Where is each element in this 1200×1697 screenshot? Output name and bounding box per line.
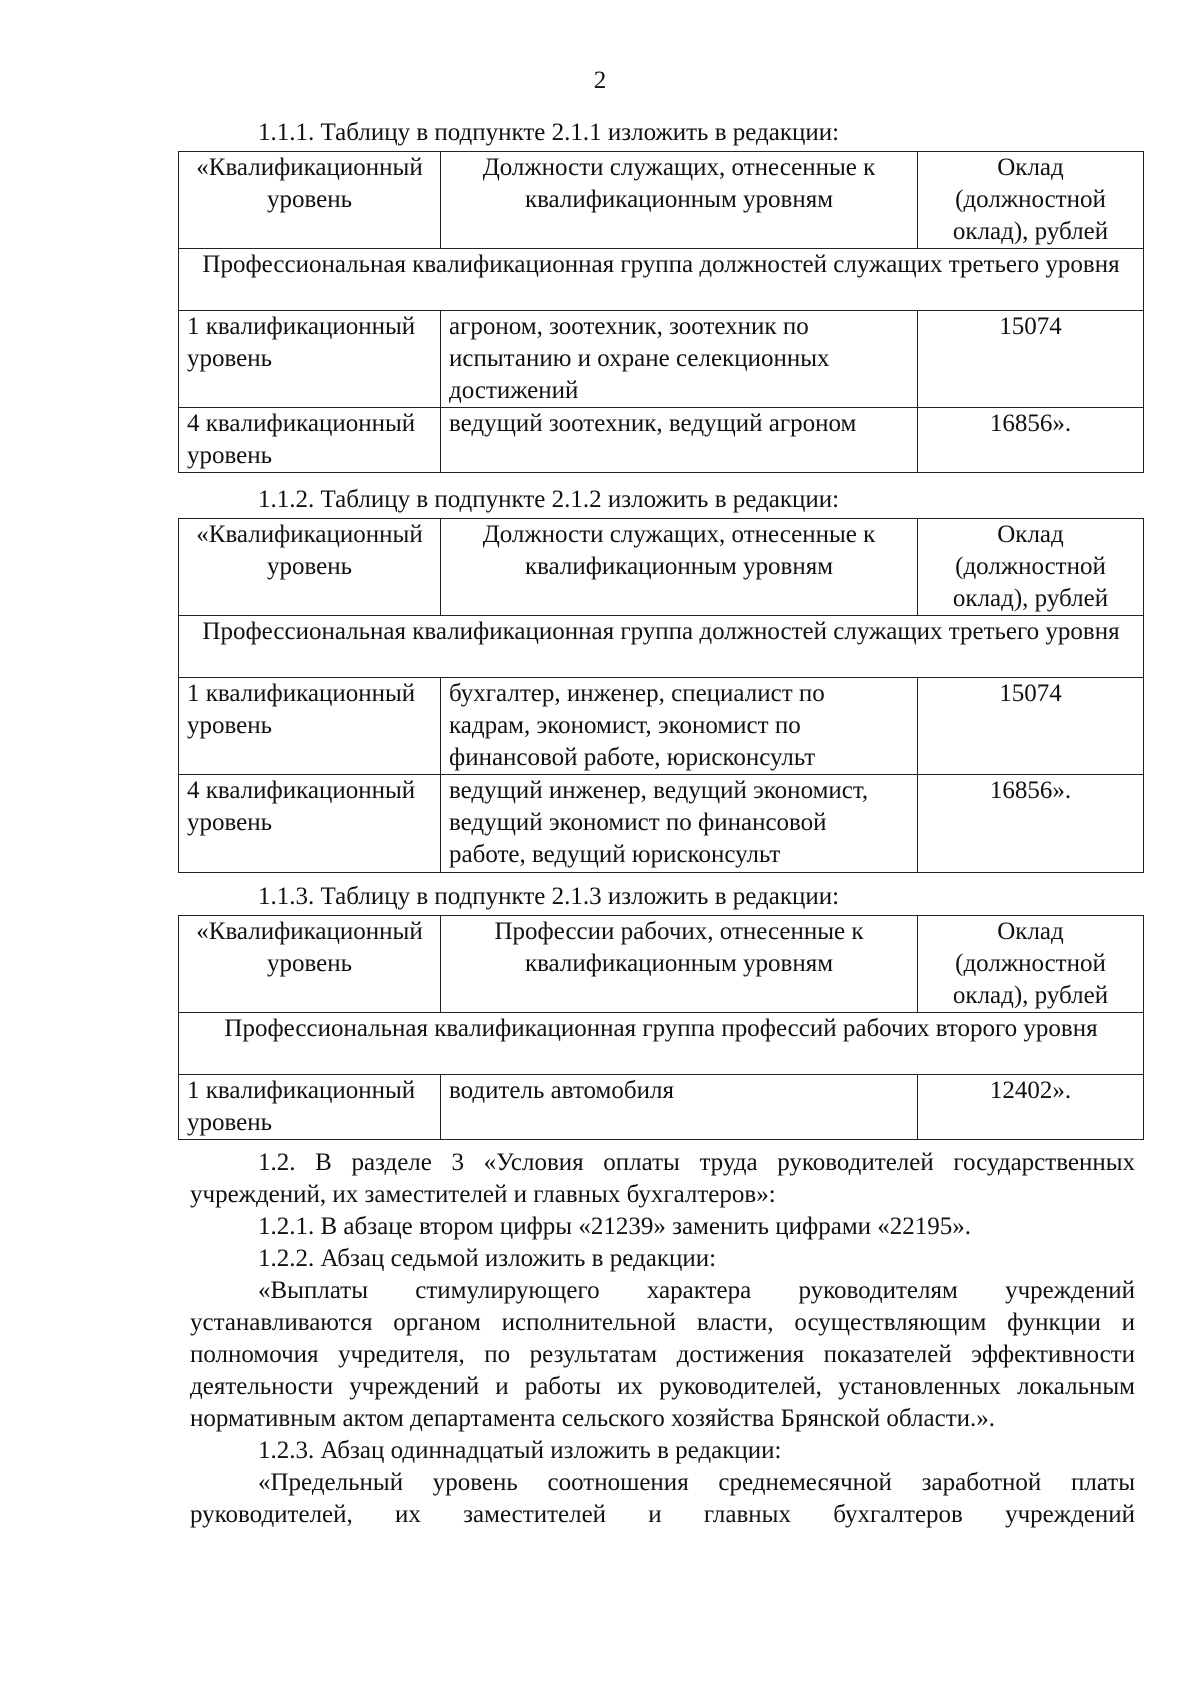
page-number: 2 — [593, 67, 607, 94]
table-row — [179, 775, 1144, 873]
section-heading-1-1-2: 1.1.2. Таблицу в подпункте 2.1.2 изложить в редакции: — [258, 486, 840, 513]
row-salary: 15074 — [918, 678, 1144, 775]
row-level: 1 квалификационный уровень — [179, 311, 441, 408]
section-heading-1-1-1: 1.1.1. Таблицу в подпункте 2.1.1 изложить в редакции: — [258, 119, 840, 146]
table-row — [179, 311, 1144, 408]
row-level: 1 квалификационный уровень — [179, 1075, 441, 1140]
salary-table-1 — [178, 151, 1144, 473]
table-header-row — [179, 519, 1144, 616]
header-level: «Квалификационный уровень — [179, 916, 441, 1013]
table-header-row — [179, 916, 1144, 1013]
body-text — [190, 1147, 1135, 1531]
table-row — [179, 678, 1144, 775]
salary-table-2 — [178, 518, 1144, 873]
paragraph-1-2: 1.2. В разделе 3 «Условия оплаты труда руководителей государственных учреждений, их заместителей и главных бухгалтеров»: — [190, 1149, 1135, 1208]
group-row — [179, 616, 1144, 678]
paragraph-quote-ratio: «Предельный уровень соотношения среднемесячной заработной платы руководителей, их заместителей и главных бухгалтеров учреждений — [190, 1469, 1135, 1528]
header-level: «Квалификационный уровень — [179, 152, 441, 249]
paragraph-1-2-1: 1.2.1. В абзаце втором цифры «21239» заменить цифрами «22195». — [258, 1213, 972, 1240]
header-positions: Должности служащих, отнесенные к квалификационным уровням — [441, 519, 918, 616]
paragraph-quote-incentive: «Выплаты стимулирующего характера руководителям учреждений устанавливаются органом исполнительной власти, осуществляющим функции и полномочия учредителя, по результатам достижения показателей эффективности деятельности учреждений и работы их руководителей, установленных локальным нормативным актом департамента сельского хозяйства Брянской области.». — [190, 1277, 1135, 1432]
header-level: «Квалификационный уровень — [179, 519, 441, 616]
header-salary: Оклад (должностной оклад), рублей — [918, 519, 1144, 616]
row-positions: агроном, зоотехник, зоотехник по испытанию и охране селекционных достижений — [441, 311, 918, 408]
row-positions: водитель автомобиля — [441, 1075, 918, 1140]
paragraph-1-2-3: 1.2.3. Абзац одиннадцатый изложить в редакции: — [258, 1437, 782, 1464]
row-level: 4 квалификационный уровень — [179, 775, 441, 873]
group-title: Профессиональная квалификационная группа профессий рабочих второго уровня — [179, 1013, 1144, 1075]
group-title: Профессиональная квалификационная группа должностей служащих третьего уровня — [179, 616, 1144, 678]
table-row — [179, 408, 1144, 473]
group-row — [179, 249, 1144, 311]
section-heading-1-1-3: 1.1.3. Таблицу в подпункте 2.1.3 изложить в редакции: — [258, 883, 840, 910]
row-positions: ведущий инженер, ведущий экономист, ведущий экономист по финансовой работе, ведущий юрисконсульт — [441, 775, 918, 873]
row-level: 1 квалификационный уровень — [179, 678, 441, 775]
group-title: Профессиональная квалификационная группа должностей служащих третьего уровня — [179, 249, 1144, 311]
row-positions: ведущий зоотехник, ведущий агроном — [441, 408, 918, 473]
header-salary: Оклад (должностной оклад), рублей — [918, 916, 1144, 1013]
row-salary: 16856». — [918, 775, 1144, 873]
header-positions: Должности служащих, отнесенные к квалификационным уровням — [441, 152, 918, 249]
row-salary: 16856». — [918, 408, 1144, 473]
row-salary: 15074 — [918, 311, 1144, 408]
header-salary: Оклад (должностной оклад), рублей — [918, 152, 1144, 249]
row-level: 4 квалификационный уровень — [179, 408, 441, 473]
table-header-row — [179, 152, 1144, 249]
header-positions: Профессии рабочих, отнесенные к квалификационным уровням — [441, 916, 918, 1013]
table-row — [179, 1075, 1144, 1140]
row-salary: 12402». — [918, 1075, 1144, 1140]
row-positions: бухгалтер, инженер, специалист по кадрам, экономист, экономист по финансовой работе, юрисконсульт — [441, 678, 918, 775]
paragraph-1-2-2: 1.2.2. Абзац седьмой изложить в редакции: — [258, 1245, 717, 1272]
group-row — [179, 1013, 1144, 1075]
salary-table-3 — [178, 915, 1144, 1140]
